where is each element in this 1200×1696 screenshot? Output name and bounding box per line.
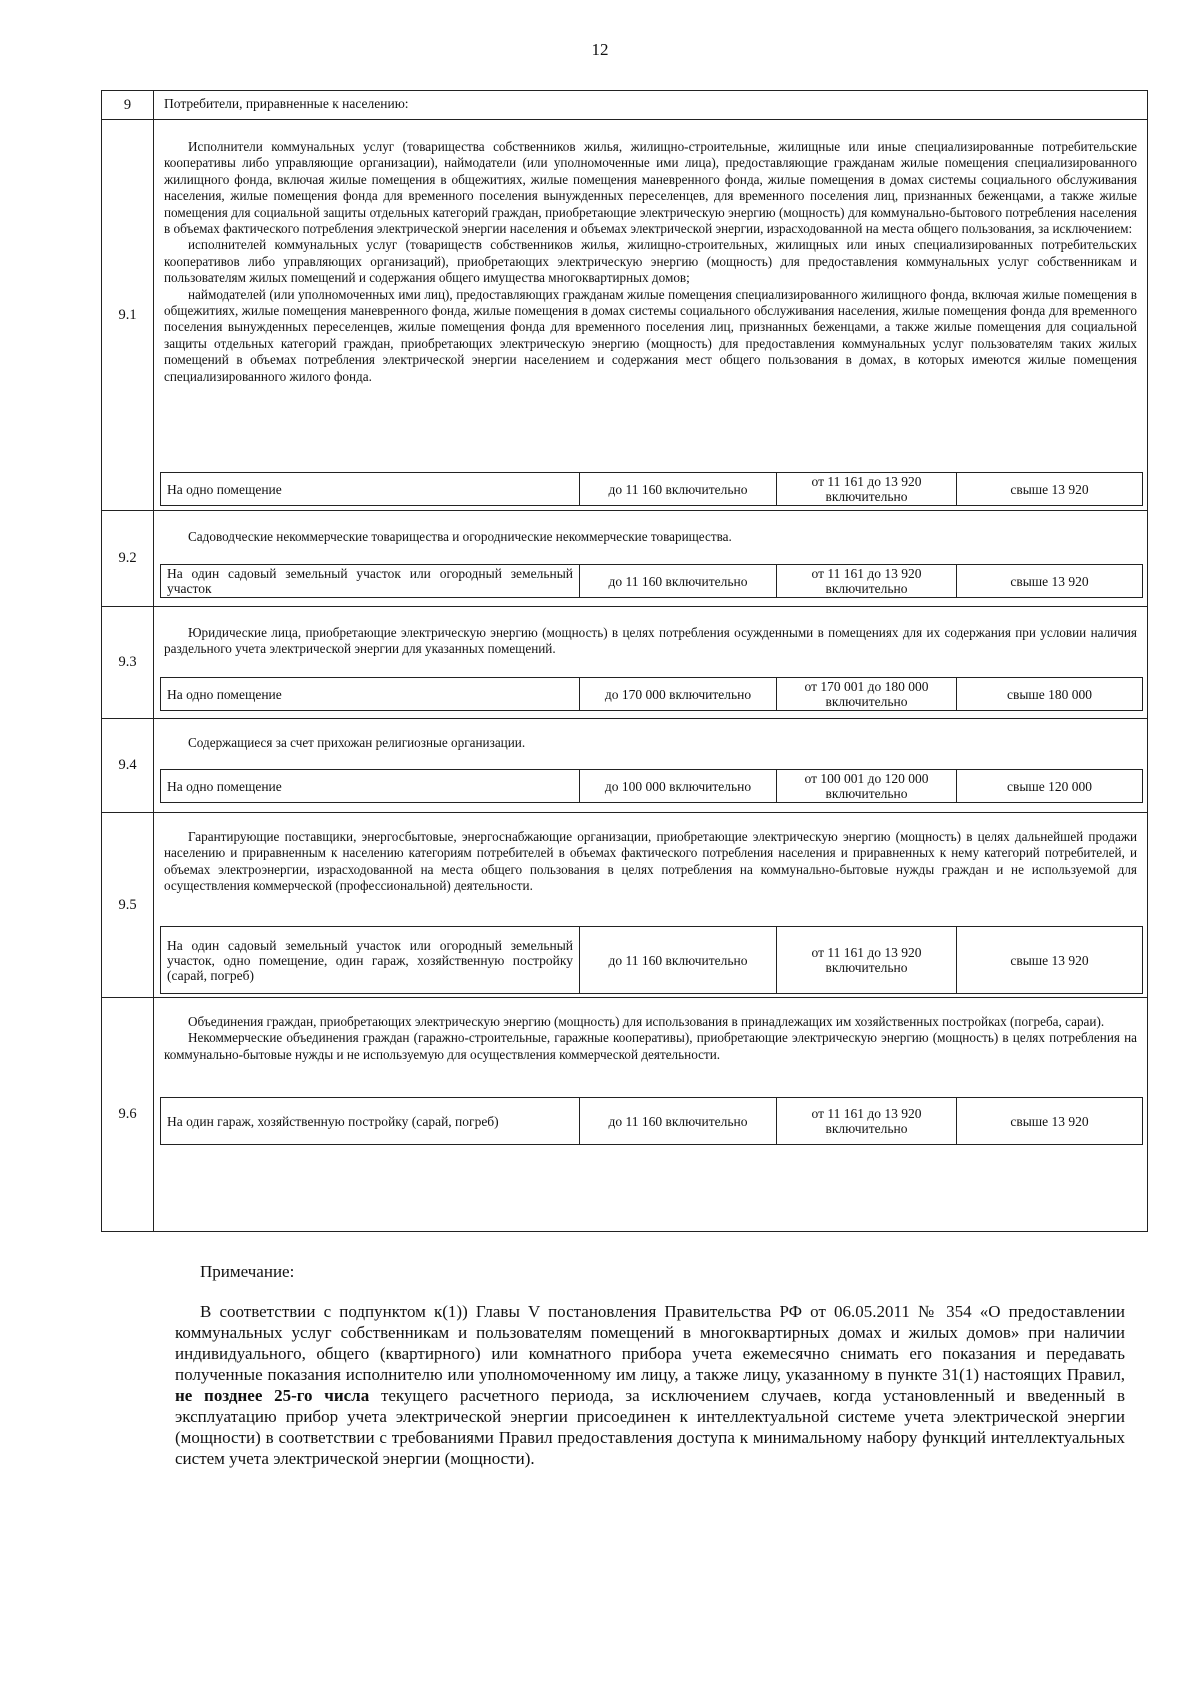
note-text-part: текущего расчетного периода, за исключением случаев, когда установленный и введенный в эксплуатацию прибор учета электрической энергии присоединен к интеллектуальной системе учета электрической энергии (мощности) в соответствии с требованиями Правил предоставления доступа к минимальному набору функций интеллектуальных систем учета электрической энергии (мощности).: [175, 1386, 1126, 1468]
range-low-cell: до 11 160 включительно: [579, 927, 776, 993]
unit-cell: На один гараж, хозяйственную постройку (сарай, погреб): [167, 1113, 499, 1129]
range-high-cell: свыше 13 920: [956, 927, 1142, 993]
paragraph: Объединения граждан, приобретающих электрическую энергию (мощность) для использования в принадлежащих им хозяйственных постройках (погреба, сараи).: [188, 1014, 1105, 1029]
note-text-part: В соответствии с подпунктом к(1)) Главы V постановления Правительства РФ от 06.05.2011 № 354 «О предоставлении коммунальных услуг собственникам и пользователям помещений в многоквартирных домах и жилых домов» при наличии индивидуального, общего (квартирного) или комнатного прибора учета ежемесячно снимать его показания и передавать полученные показания исполнителю или уполномоченному им лицу, а также лицу, указанному в пункте 31(1) настоящих Правил,: [175, 1302, 1125, 1384]
range-low-cell: до 11 160 включительно: [579, 1098, 776, 1144]
range-mid-cell: от 100 001 до 120 000 включительно: [776, 770, 956, 802]
range-high-cell: свыше 120 000: [956, 770, 1142, 802]
note-deadline: не позднее 25-го числа: [175, 1386, 370, 1405]
volume-ranges-row: [160, 769, 1143, 803]
range-mid-cell: от 11 161 до 13 920 включительно: [776, 927, 956, 993]
paragraph: наймодателей (или уполномоченных ими лиц), предоставляющих гражданам жилые помещения специализированного жилищного фонда, включая жилые помещения в общежитиях, жилые помещения маневренного фонда, жилые помещения в домах системы социального обслуживания населения, жилые помещения фонда для временного поселения вынужденных переселенцев, жилые помещения фонда для временного поселения лиц, признанных беженцами, а также жилые помещения для социальной защиты отдельных категорий граждан, приобретающих электрическую энергию (мощность) для предоставления коммунальных услуг пользователям таких жилых помещений в объемах потребления электрической энергии населением и содержания мест общего пользования в домах, в которых имеются жилые помещения специализированного жилого фонда.: [164, 286, 1137, 384]
table-row-9-2: [102, 510, 1147, 606]
unit-cell: На один садовый земельный участок или огородный земельный участок, одно помещение, один гараж, хозяйственную постройку (сарай, погреб): [167, 937, 573, 983]
paragraph: Некоммерческие объединения граждан (гаражно-строительные, гаражные кооперативы), приобретающие электрическую энергию (мощность) в целях потребления на коммунально-бытовые нужды и не используемую для осуществления коммерческой деятельности.: [164, 1030, 1137, 1062]
range-low-cell: до 100 000 включительно: [579, 770, 776, 802]
paragraph: Гарантирующие поставщики, энергосбытовые, энергоснабжающие организации, приобретающие электрическую энергию (мощность) в целях дальнейшей продажи населению и приравненным к населению категориям потребителей в объемах фактического потребления населения и приравненных к нему категорий потребителей, и объемах электроэнергии, израсходованной на места общего пользования в целях потребления на коммунально-бытовые нужды граждан и не используемой для осуществления коммерческой (профессиональной) деятельности.: [164, 829, 1137, 894]
row-number: 9: [102, 91, 154, 119]
row-description: [164, 735, 1137, 751]
table-row-9-6: [102, 997, 1147, 1231]
row-number: 9.6: [102, 998, 154, 1231]
row-title: Потребители, приравненные к населению:: [164, 96, 409, 111]
unit-cell: На один садовый земельный участок или огородный земельный участок: [167, 566, 573, 596]
table-row-9-4: [102, 718, 1147, 812]
paragraph: Садоводческие некоммерческие товарищества и огороднические некоммерческие товарищества.: [188, 529, 732, 544]
range-high-cell: свыше 180 000: [956, 678, 1142, 710]
volume-ranges-row: [160, 677, 1143, 711]
volume-ranges-row: [160, 926, 1143, 994]
unit-cell: На одно помещение: [167, 686, 282, 702]
paragraph: Исполнители коммунальных услуг (товарищества собственников жилья, жилищно-строительные, жилищные или иные специализированные потребительские кооперативы либо управляющие организации), наймодатели (или уполномоченные ими лица), предоставляющие гражданам жилые помещения специализированного жилищного фонда, включая жилые помещения в общежитиях, жилые помещения маневренного фонда, жилые помещения в домах системы социального обслуживания населения, жилые помещения фонда для временного поселения вынужденных переселенцев, для временного поселения лиц, признанных беженцами, а также жилые помещения для социальной защиты отдельных категорий граждан, приобретающие электрическую энергию (мощность) для коммунально-бытового потребления населения в объемах фактического потребления электрической энергии населения и объемах электрической энергии, израсходованной на места общего пользования, за исключением:: [164, 139, 1137, 237]
volume-ranges-row: [160, 472, 1143, 506]
unit-cell: На одно помещение: [167, 481, 282, 497]
range-mid-cell: от 11 161 до 13 920 включительно: [776, 565, 956, 597]
range-mid-cell: от 11 161 до 13 920 включительно: [776, 1098, 956, 1144]
paragraph: Содержащиеся за счет прихожан религиозные организации.: [188, 735, 526, 750]
row-number: 9.3: [102, 607, 154, 718]
unit-cell: На одно помещение: [167, 778, 282, 794]
note-text: [175, 1301, 1125, 1469]
table-row-9-5: [102, 812, 1147, 997]
table-row-9-1: [102, 119, 1147, 510]
row-number: 9.4: [102, 719, 154, 812]
range-high-cell: свыше 13 920: [956, 565, 1142, 597]
row-description: [164, 529, 1137, 545]
paragraph: Юридические лица, приобретающие электрическую энергию (мощность) в целях потребления осужденными в помещениях для их содержания при условии наличия раздельного учета электрической энергии для указанных помещений.: [164, 625, 1137, 657]
row-number: 9.2: [102, 511, 154, 606]
note-title: Примечание:: [200, 1262, 295, 1281]
table-row-9: [102, 91, 1147, 119]
range-mid-cell: от 11 161 до 13 920 включительно: [776, 473, 956, 505]
row-number: 9.1: [102, 120, 154, 510]
page-number: 12: [591, 40, 609, 59]
row-description: [164, 625, 1137, 658]
row-number: 9.5: [102, 813, 154, 997]
range-mid-cell: от 170 001 до 180 000 включительно: [776, 678, 956, 710]
volume-ranges-row: [160, 1097, 1143, 1145]
row-description: [164, 829, 1137, 895]
range-low-cell: до 170 000 включительно: [579, 678, 776, 710]
paragraph: исполнителей коммунальных услуг (товариществ собственников жилья, жилищно-строительных, жилищных или иных специализированных потребительских кооперативов либо управляющих организаций), приобретающих электрическую энергию (мощность) для предоставления коммунальных услуг собственникам и пользователям жилых помещений и содержания общего имущества многоквартирных домов;: [164, 237, 1137, 286]
table-row-9-3: [102, 606, 1147, 718]
row-description: [164, 139, 1137, 385]
range-low-cell: до 11 160 включительно: [579, 473, 776, 505]
volume-ranges-row: [160, 564, 1143, 598]
row-description: [164, 1014, 1137, 1063]
tariff-table: [101, 90, 1148, 1232]
range-high-cell: свыше 13 920: [956, 473, 1142, 505]
range-high-cell: свыше 13 920: [956, 1098, 1142, 1144]
range-low-cell: до 11 160 включительно: [579, 565, 776, 597]
